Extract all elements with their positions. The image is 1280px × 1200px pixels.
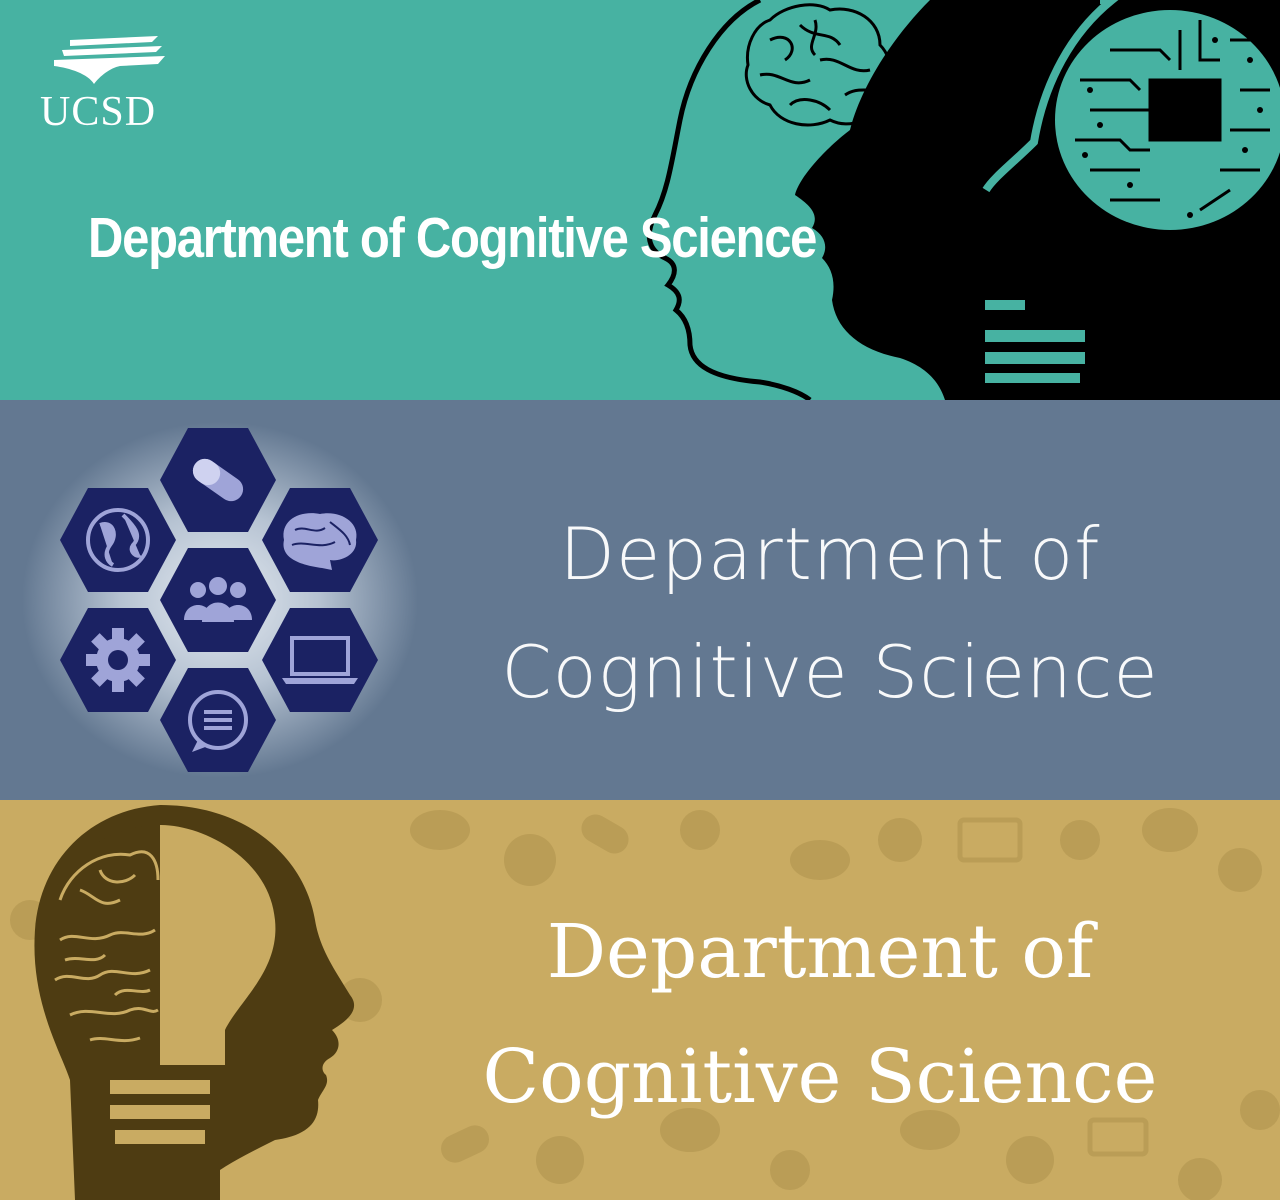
title-line-1: Department of	[559, 512, 1101, 596]
gear-icon	[60, 608, 176, 712]
globe-icon	[60, 488, 176, 592]
laptop-icon	[262, 608, 378, 712]
banner-title: Department of Cognitive Science	[88, 206, 817, 270]
chat-icon	[160, 668, 276, 772]
title-line-2: Cognitive Science	[501, 630, 1159, 714]
bulb-base-stripes	[110, 1080, 210, 1144]
people-icon	[160, 548, 276, 652]
title-line-1: Department of	[546, 909, 1094, 995]
head-silhouettes-illustration	[0, 0, 1280, 400]
brain-icon	[262, 488, 378, 592]
banner-slate	[0, 400, 1280, 800]
banner-teal	[0, 0, 1280, 400]
hexagon-icon-cluster	[0, 400, 460, 800]
pill-icon	[160, 428, 276, 532]
title-line-2: Cognitive Science	[482, 1034, 1158, 1120]
banner-title	[470, 495, 1190, 731]
circuit-brain-icon	[1055, 10, 1280, 230]
banner-title	[380, 890, 1260, 1140]
banner-gold	[0, 800, 1280, 1200]
ucsd-logo-text: UCSD	[40, 89, 157, 135]
